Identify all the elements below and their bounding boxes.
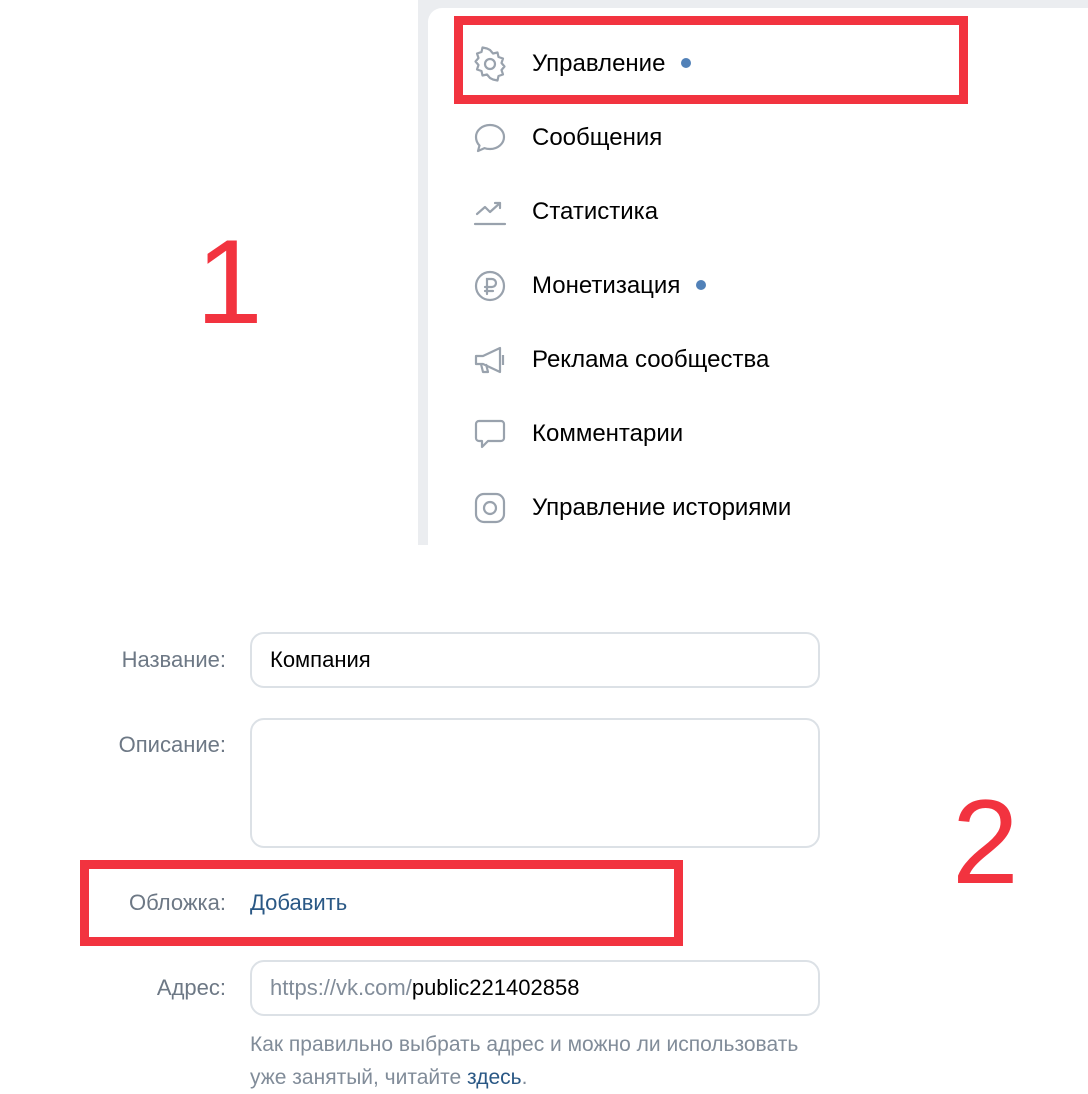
address-text bbox=[270, 974, 579, 1002]
step-number-1: 1 bbox=[196, 215, 263, 349]
add-cover-link[interactable]: Добавить bbox=[250, 890, 348, 915]
menu-item-monetization[interactable]: Монетизация bbox=[532, 271, 706, 301]
menu-item-messages[interactable]: Сообщения bbox=[532, 124, 663, 151]
menu-item-comments[interactable]: Комментарии bbox=[532, 420, 684, 447]
ruble-icon bbox=[472, 268, 508, 304]
menu-item-community-ads[interactable]: Реклама сообщества bbox=[532, 346, 770, 373]
step-number-2: 2 bbox=[952, 775, 1019, 909]
trend-chart-icon bbox=[472, 194, 508, 230]
name-input[interactable] bbox=[250, 632, 820, 688]
menu-item-statistics[interactable]: Статистика bbox=[532, 198, 659, 225]
chat-bubble-icon bbox=[472, 120, 508, 156]
description-textarea[interactable] bbox=[250, 718, 820, 848]
name-label: Название: bbox=[121, 647, 226, 672]
address-hint: Как правильно выбрать адрес и можно ли использовать уже занятый, читайте здесь. bbox=[250, 1033, 799, 1089]
highlight-box-cover bbox=[80, 860, 683, 946]
menu-item-management[interactable]: Управление bbox=[532, 49, 691, 79]
address-value: public221402858 bbox=[411, 975, 580, 1000]
address-label: Адрес: bbox=[156, 975, 226, 1000]
comment-icon bbox=[472, 416, 508, 452]
notification-dot bbox=[696, 280, 706, 290]
description-label: Описание: bbox=[118, 732, 226, 757]
address-prefix: https://vk.com/ bbox=[270, 975, 412, 1000]
stories-icon bbox=[472, 490, 508, 526]
name-value: Компания bbox=[270, 647, 371, 672]
megaphone-icon bbox=[472, 342, 508, 378]
hint-here-link[interactable]: здесь bbox=[467, 1066, 522, 1089]
menu-item-stories-management[interactable]: Управление историями bbox=[532, 494, 792, 521]
address-input[interactable] bbox=[250, 960, 820, 1016]
highlight-box-management bbox=[454, 16, 968, 104]
cover-label: Обложка: bbox=[129, 890, 226, 915]
